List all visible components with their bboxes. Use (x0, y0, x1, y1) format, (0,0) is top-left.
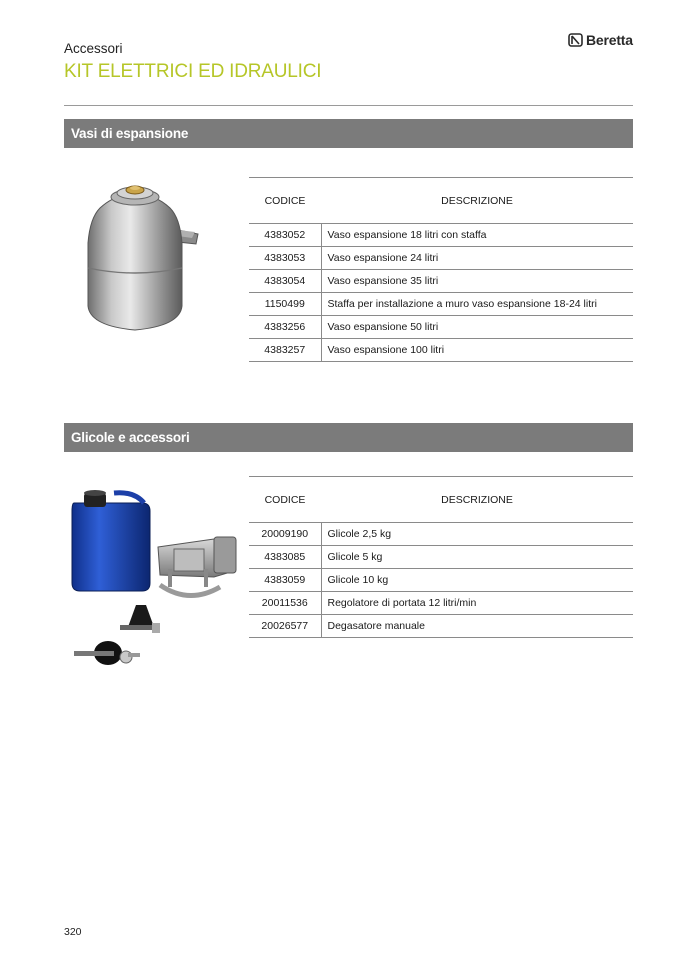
table-row (249, 224, 633, 247)
section-heading-glicole: Glicole e accessori (64, 423, 633, 452)
description-cell: Vaso espansione 24 litri (321, 247, 633, 270)
code-cell: 4383256 (249, 316, 321, 339)
code-cell: 4383052 (249, 224, 321, 247)
vasi-table (249, 177, 633, 362)
description-cell: Vaso espansione 100 litri (321, 339, 633, 362)
section-heading-vasi: Vasi di espansione (64, 119, 633, 148)
beretta-logo-icon (568, 33, 583, 47)
glycol-accessories-image (64, 487, 244, 672)
glicole-table (249, 476, 633, 638)
section-label: Accessori (64, 41, 123, 56)
description-cell: Vaso espansione 50 litri (321, 316, 633, 339)
table-header-row (249, 178, 633, 224)
table-row (249, 293, 633, 316)
table-row (249, 316, 633, 339)
table-row (249, 569, 633, 592)
description-cell: Degasatore manuale (321, 615, 633, 638)
table-row (249, 270, 633, 293)
brand-name: Beretta (586, 32, 633, 48)
code-cell: 20009190 (249, 523, 321, 546)
description-cell: Glicole 10 kg (321, 569, 633, 592)
column-header-code: CODICE (249, 477, 321, 523)
table-row (249, 523, 633, 546)
code-cell: 20011536 (249, 592, 321, 615)
description-cell: Vaso espansione 18 litri con staffa (321, 224, 633, 247)
code-cell: 20026577 (249, 615, 321, 638)
page-title: KIT ELETTRICI ED IDRAULICI (64, 61, 322, 82)
table-row (249, 546, 633, 569)
expansion-vessel-image (80, 178, 205, 333)
header-divider (64, 105, 633, 106)
brand-logo (568, 32, 633, 48)
table-row (249, 592, 633, 615)
description-cell: Vaso espansione 35 litri (321, 270, 633, 293)
page-number: 320 (64, 926, 82, 938)
table-row (249, 615, 633, 638)
table-row (249, 247, 633, 270)
table-row (249, 339, 633, 362)
code-cell: 4383085 (249, 546, 321, 569)
code-cell: 4383059 (249, 569, 321, 592)
column-header-code: CODICE (249, 178, 321, 224)
description-cell: Glicole 2,5 kg (321, 523, 633, 546)
description-cell: Staffa per installazione a muro vaso espansione 18-24 litri (321, 293, 633, 316)
code-cell: 4383257 (249, 339, 321, 362)
code-cell: 4383053 (249, 247, 321, 270)
column-header-description: DESCRIZIONE (321, 178, 633, 224)
description-cell: Glicole 5 kg (321, 546, 633, 569)
code-cell: 4383054 (249, 270, 321, 293)
table-header-row (249, 477, 633, 523)
column-header-description: DESCRIZIONE (321, 477, 633, 523)
code-cell: 1150499 (249, 293, 321, 316)
description-cell: Regolatore di portata 12 litri/min (321, 592, 633, 615)
